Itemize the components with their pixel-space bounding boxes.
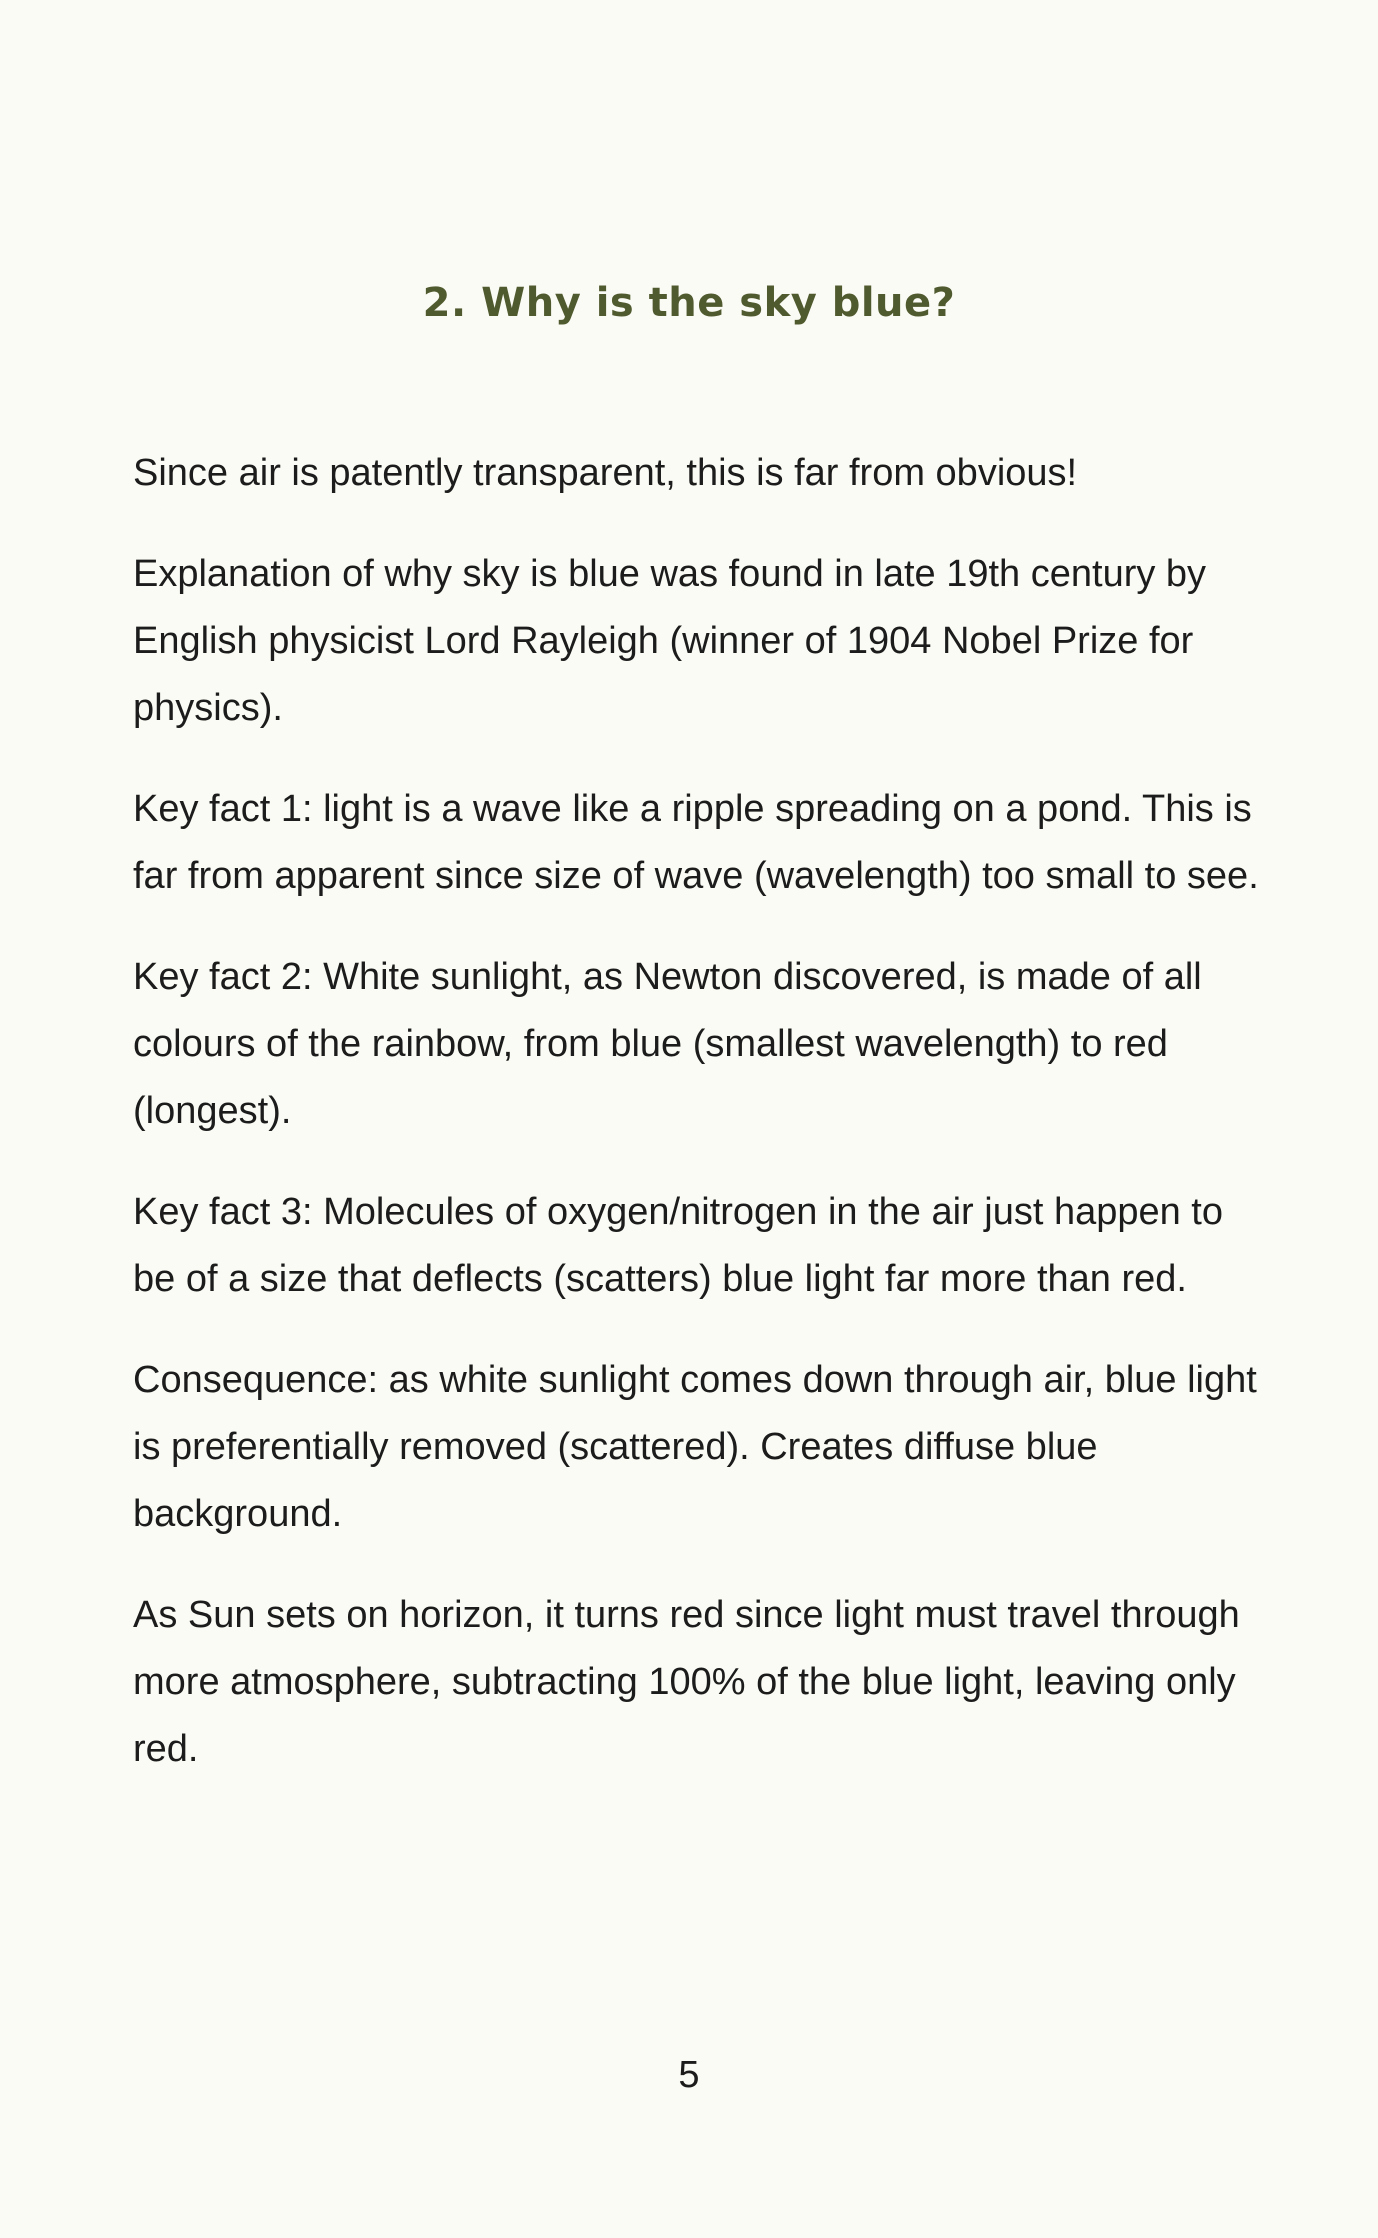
- paragraph: Key fact 3: Molecules of oxygen/nitrogen in the air just happen to be of a size that deflects (scatters) blue light far more than red.: [133, 1191, 1223, 1300]
- paragraph: Explanation of why sky is blue was found in late 19th century by English physicist Lord Rayleigh (winner of 1904 Nobel Prize for physics).: [133, 553, 1207, 729]
- paragraph: Consequence: as white sunlight comes down through air, blue light is preferentially removed (scattered). Creates diffuse blue background.: [133, 1359, 1257, 1535]
- paragraph: Since air is patently transparent, this is far from obvious!: [133, 452, 1078, 494]
- chapter-heading: 2. Why is the sky blue?: [422, 280, 956, 326]
- page-number: 5: [678, 2054, 700, 2096]
- paragraph: As Sun sets on horizon, it turns red since light must travel through more atmosphere, subtracting 100% of the blue light, leaving only red.: [133, 1594, 1240, 1770]
- paragraph: Key fact 1: light is a wave like a ripple spreading on a pond. This is far from apparent since size of wave (wavelength) too small to see.: [133, 788, 1259, 897]
- body-text: [133, 440, 1263, 1817]
- paragraph: Key fact 2: White sunlight, as Newton discovered, is made of all colours of the rainbow, from blue (smallest wavelength) to red (longest).: [133, 956, 1202, 1132]
